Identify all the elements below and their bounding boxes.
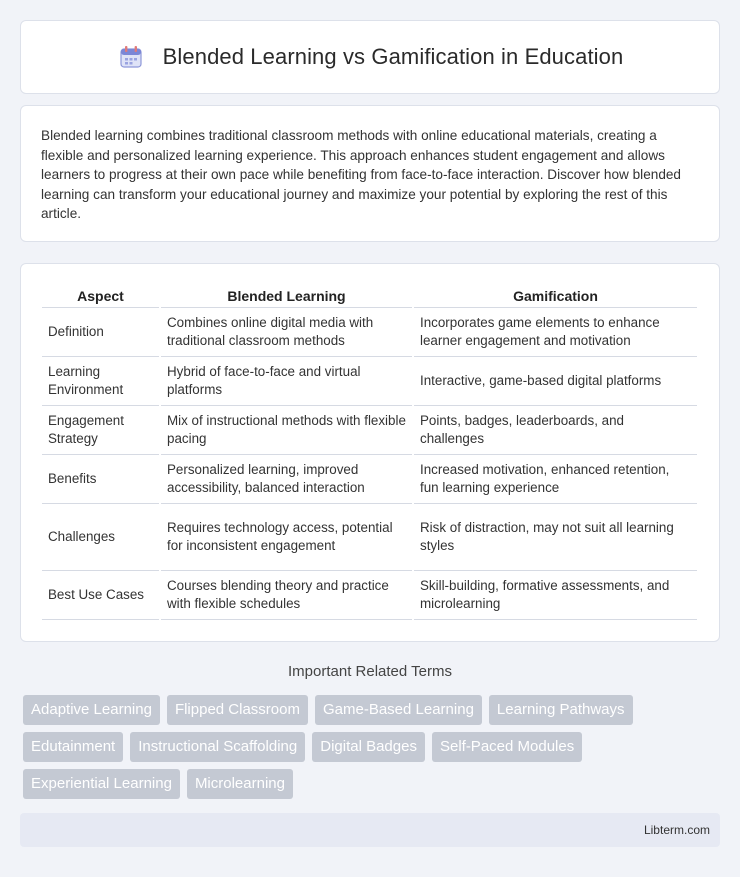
related-term-tag[interactable]: Flipped Classroom — [167, 695, 308, 725]
related-term-tag[interactable]: Digital Badges — [312, 732, 425, 762]
intro-card — [20, 105, 720, 242]
footer-site-link[interactable]: Libterm.com — [643, 823, 710, 837]
comparison-card — [20, 263, 720, 642]
related-term-tag[interactable]: Instructional Scaffolding — [130, 732, 305, 762]
related-terms-title: Important Related Terms — [288, 663, 452, 680]
table-row — [42, 504, 697, 571]
table-row — [42, 308, 697, 357]
cell-aspect: Learning Environment — [42, 357, 159, 406]
related-terms-list — [23, 695, 703, 799]
table-row — [42, 357, 697, 406]
cell-blended: Combines online digital media with traditional classroom methods — [161, 308, 412, 357]
related-term-tag[interactable]: Edutainment — [23, 732, 123, 762]
header-gamification: Gamification — [414, 284, 697, 308]
cell-gamification: Interactive, game-based digital platforms — [414, 357, 697, 406]
cell-gamification: Points, badges, leaderboards, and challenges — [414, 406, 697, 455]
related-term-tag[interactable]: Learning Pathways — [489, 695, 633, 725]
related-term-tag[interactable]: Adaptive Learning — [23, 695, 160, 725]
cell-gamification: Increased motivation, enhanced retention, fun learning experience — [414, 455, 697, 504]
intro-text: Blended learning combines traditional classroom methods with online educational materials, creating a flexible and personalized learning experience. This approach enhances student engagement and allows learners to progress at their own pace while benefiting from face-to-face interaction. Discover how blended learning can transform your educational journey and maximize your potential by exploring the rest of this article. — [41, 128, 681, 222]
cell-aspect: Best Use Cases — [42, 571, 159, 620]
cell-gamification: Skill-building, formative assessments, and microlearning — [414, 571, 697, 620]
cell-blended: Mix of instructional methods with flexible pacing — [161, 406, 412, 455]
table-row — [42, 455, 697, 504]
related-term-tag[interactable]: Game-Based Learning — [315, 695, 482, 725]
table-row — [42, 406, 697, 455]
comparison-table — [40, 284, 699, 620]
title-card — [20, 20, 720, 94]
calendar-icon — [117, 43, 145, 71]
footer — [20, 813, 720, 847]
cell-gamification: Risk of distraction, may not suit all learning styles — [414, 504, 697, 571]
cell-blended: Requires technology access, potential for inconsistent engagement — [161, 504, 412, 571]
related-term-tag[interactable]: Microlearning — [187, 769, 293, 799]
cell-aspect: Definition — [42, 308, 159, 357]
cell-aspect: Benefits — [42, 455, 159, 504]
header-blended-learning: Blended Learning — [161, 284, 412, 308]
table-row — [42, 571, 697, 620]
page-title: Blended Learning vs Gamification in Education — [162, 44, 624, 69]
cell-gamification: Incorporates game elements to enhance learner engagement and motivation — [414, 308, 697, 357]
related-term-tag[interactable]: Experiential Learning — [23, 769, 180, 799]
cell-blended: Courses blending theory and practice with flexible schedules — [161, 571, 412, 620]
related-term-tag[interactable]: Self-Paced Modules — [432, 732, 582, 762]
cell-aspect: Engagement Strategy — [42, 406, 159, 455]
cell-blended: Personalized learning, improved accessibility, balanced interaction — [161, 455, 412, 504]
header-aspect: Aspect — [42, 284, 159, 308]
cell-blended: Hybrid of face-to-face and virtual platforms — [161, 357, 412, 406]
table-header-row — [42, 284, 697, 308]
cell-aspect: Challenges — [42, 504, 159, 571]
